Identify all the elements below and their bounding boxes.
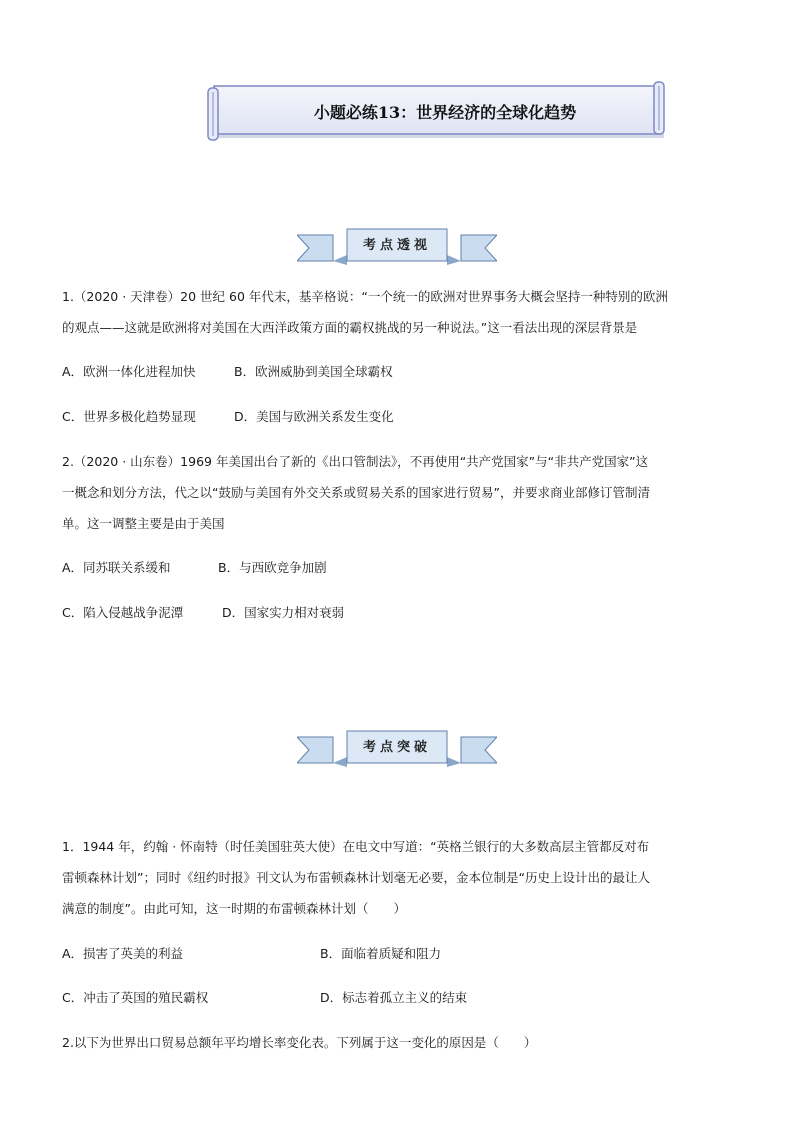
s2-q1-option-c: C．冲击了英国的殖民霸权 — [62, 990, 209, 1005]
s2-q1-option-b: B．面临着质疑和阻力 — [320, 946, 442, 961]
q2-stem-line-3: 单。这一调整主要是由于美国 — [62, 516, 225, 531]
q1-option-d: D．美国与欧洲关系发生变化 — [234, 409, 394, 424]
q1-option-b: B．欧洲威胁到美国全球霸权 — [234, 364, 393, 379]
q2-option-a: A．同苏联关系缓和 — [62, 560, 171, 575]
section-label-2: 考点突破 — [362, 739, 431, 755]
s2-q1-option-a: A．损害了英美的利益 — [62, 946, 184, 961]
q2-option-b: B．与西欧竞争加剧 — [218, 560, 327, 575]
section-label-1: 考点透视 — [362, 237, 431, 253]
q1-stem-line-2: 的观点——这就是欧洲将对美国在大西洋政策方面的霸权挑战的另一种说法。”这一看法出现的深层背景是 — [62, 320, 638, 335]
q1-option-a: A．欧洲一体化进程加快 — [62, 364, 196, 379]
page-title: 小题必练13：世界经济的全球化趋势 — [313, 102, 577, 122]
q2-stem-line-1: 2.（2020 · 山东卷）1969 年美国出台了新的《出口管制法》，不再使用“共产党国家”与“非共产党国家”这 — [62, 454, 649, 469]
q1-stem-line-1: 1.（2020 · 天津卷）20 世纪 60 年代末，基辛格说：“一个统一的欧洲对世界事务大概会坚持一种特别的欧洲 — [62, 289, 668, 304]
s2-q2-stem-line-1: 2.以下为世界出口贸易总额年平均增长率变化表。下列属于这一变化的原因是（ ） — [62, 1035, 537, 1050]
section-ribbon-2 — [297, 727, 497, 771]
s2-q1-stem-line-1: 1．1944 年，约翰 · 怀南特（时任美国驻英大使）在电文中写道：“英格兰银行的大多数高层主管都反对布 — [62, 839, 650, 854]
s2-q1-stem-line-2: 雷顿森林计划”；同时《纽约时报》刊文认为布雷顿森林计划毫无必要，金本位制是“历史上设计出的最让人 — [62, 870, 650, 885]
q2-option-c: C．陷入侵越战争泥潭 — [62, 605, 184, 620]
q1-option-c: C．世界多极化趋势显现 — [62, 409, 196, 424]
q2-option-d: D．国家实力相对衰弱 — [222, 605, 345, 620]
s2-q1-option-d: D．标志着孤立主义的结束 — [320, 990, 468, 1005]
q2-stem-line-2: 一概念和划分方法，代之以“鼓励与美国有外交关系或贸易关系的国家进行贸易”，并要求商业部修订管制清 — [62, 485, 650, 500]
s2-q1-stem-line-3: 满意的制度”。由此可知，这一时期的布雷顿森林计划（ ） — [62, 901, 406, 916]
title-scroll-banner — [206, 80, 666, 142]
section-ribbon-1 — [297, 225, 497, 269]
